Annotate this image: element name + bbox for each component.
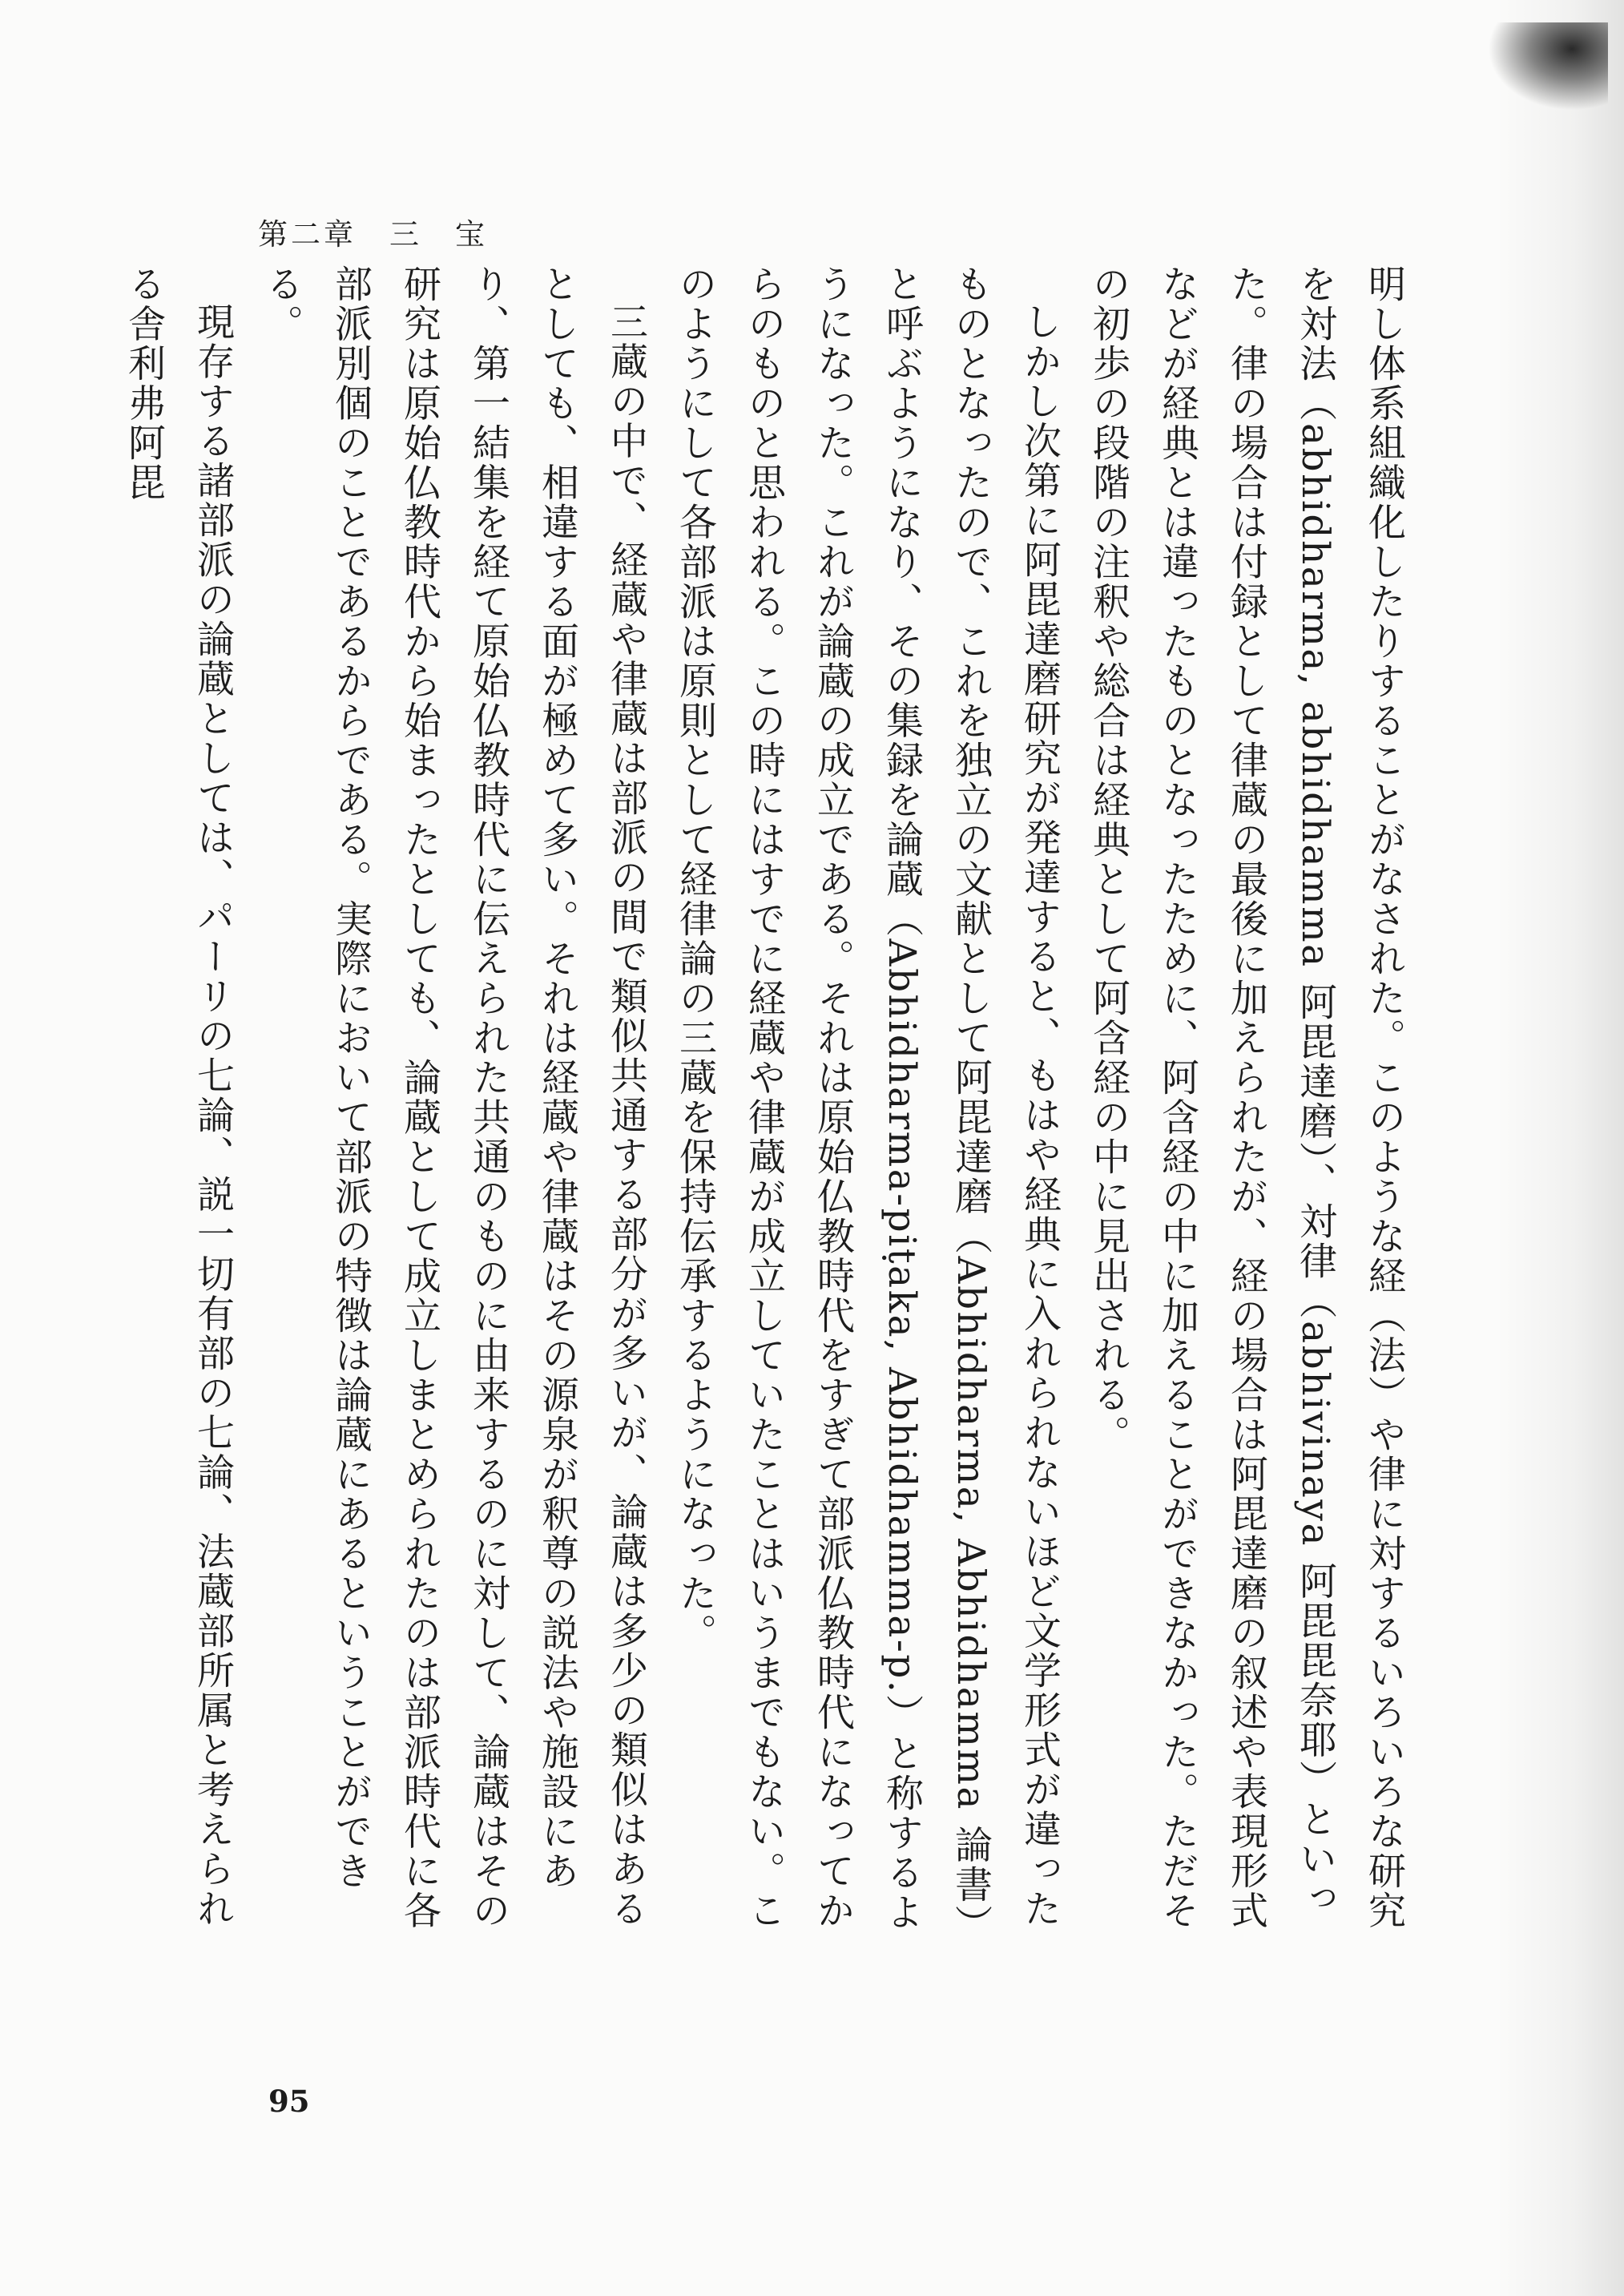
paragraph-3: 三蔵の中で、経蔵や律蔵は部派の間で類似共通する部分が多いが、論蔵は多少の類似はあるとしても、相違する面が極めて多い。それは経蔵や律蔵はその源泉が釈尊の説法や施設にあり、第一結集を経て原始仏教時代に伝えられた共通のものに由来するのに対して、論蔵はその研究は原始仏教時代から始まったとしても、論蔵として成立しまとめられたのは部派時代に各部派別個のことであるからである。実際において部派の特徴は論蔵にあるということができる。 bbox=[260, 264, 648, 1931]
page-number: 95 bbox=[268, 2084, 310, 2119]
body-text bbox=[122, 264, 1418, 1963]
paragraph-4: 現存する諸部派の論蔵としては、パーリの七論、説一切有部の七論、法蔵部所属と考えられる舎利弗阿毘 bbox=[122, 264, 235, 1929]
paragraph-1: 明し体系組織化したりすることがなされた。このような経（法）や律に対するいろいろな研究を対法（abhidharma, abhidhamma 阿毘達磨）、対律（abhivinaya 阿毘毘奈耶）といった。律の場合は付録として律蔵の最後に加えられたが、経の場合は阿毘達磨の叙述や表現形式などが経典とは違ったものとなったために、阿含経の中に加えることができなかった。ただその初歩の段階の注釈や総合は経典として阿含経の中に見出される。 bbox=[1086, 264, 1406, 1931]
paragraph-2: しかし次第に阿毘達磨研究が発達すると、もはや経典に入れられないほど文学形式が違ったものとなったので、これを独立の文献として阿毘達磨（Abhidharma, Abhidhamma 論書）と呼ぶようになり、その集録を論蔵（Abhidharma-piṭaka, Abhidhamma-p.）と称するようになった。これが論蔵の成立である。それは原始仏教時代をすぎて部派仏教時代になってからのものと思われる。この時にはすでに経蔵や律蔵が成立していたことはいうまでもない。このようにして各部派は原則として経律論の三蔵を保持伝承するようになった。 bbox=[673, 264, 1062, 1944]
running-head: 第二章 三 宝 bbox=[258, 217, 488, 252]
binding-edge-shadow bbox=[1496, 0, 1624, 2296]
scan-corner-mark bbox=[1488, 22, 1608, 111]
